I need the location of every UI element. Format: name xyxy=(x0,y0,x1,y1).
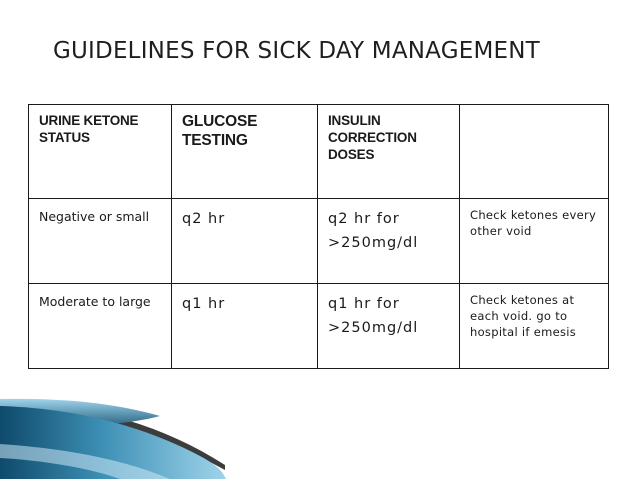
note-text: Check ketones every other void xyxy=(470,208,597,238)
cell-insulin-correction xyxy=(318,284,460,369)
header-cell-glucose-testing xyxy=(172,105,318,199)
header-label: INSULIN CORRECTION DOSES xyxy=(328,113,417,162)
cell-glucose-testing xyxy=(172,199,318,284)
insulin-correction-text: q1 hr for >250mg/dl xyxy=(328,296,419,336)
cell-note xyxy=(460,199,609,284)
ketone-status-text: Negative or small xyxy=(39,209,150,224)
header-cell-insulin-correction-doses xyxy=(318,105,460,199)
header-cell-urine-ketone-status xyxy=(29,105,172,199)
cell-glucose-testing xyxy=(172,284,318,369)
swoosh-highlight xyxy=(0,444,170,479)
table-header-row xyxy=(29,105,609,199)
sick-day-guidelines-table xyxy=(28,104,609,369)
header-label: URINE KETONE STATUS xyxy=(39,113,139,145)
table-row xyxy=(29,284,609,369)
cell-insulin-correction xyxy=(318,199,460,284)
slide-title: GUIDELINES FOR SICK DAY MANAGEMENT xyxy=(53,38,540,64)
swoosh-shadow xyxy=(40,404,225,470)
glucose-testing-text: q1 hr xyxy=(182,296,226,312)
ketone-status-text: Moderate to large xyxy=(39,294,151,309)
header-cell-notes xyxy=(460,105,609,199)
table-row xyxy=(29,199,609,284)
swoosh-band xyxy=(0,399,160,432)
swoosh-body xyxy=(0,406,226,479)
glucose-testing-text: q2 hr xyxy=(182,211,226,227)
insulin-correction-text: q2 hr for >250mg/dl xyxy=(328,211,419,251)
cell-note xyxy=(460,284,609,369)
cell-ketone-status xyxy=(29,199,172,284)
cell-ketone-status xyxy=(29,284,172,369)
note-text: Check ketones at each void. go to hospital if emesis xyxy=(470,293,577,339)
header-label: GLUCOSE TESTING xyxy=(182,113,258,149)
